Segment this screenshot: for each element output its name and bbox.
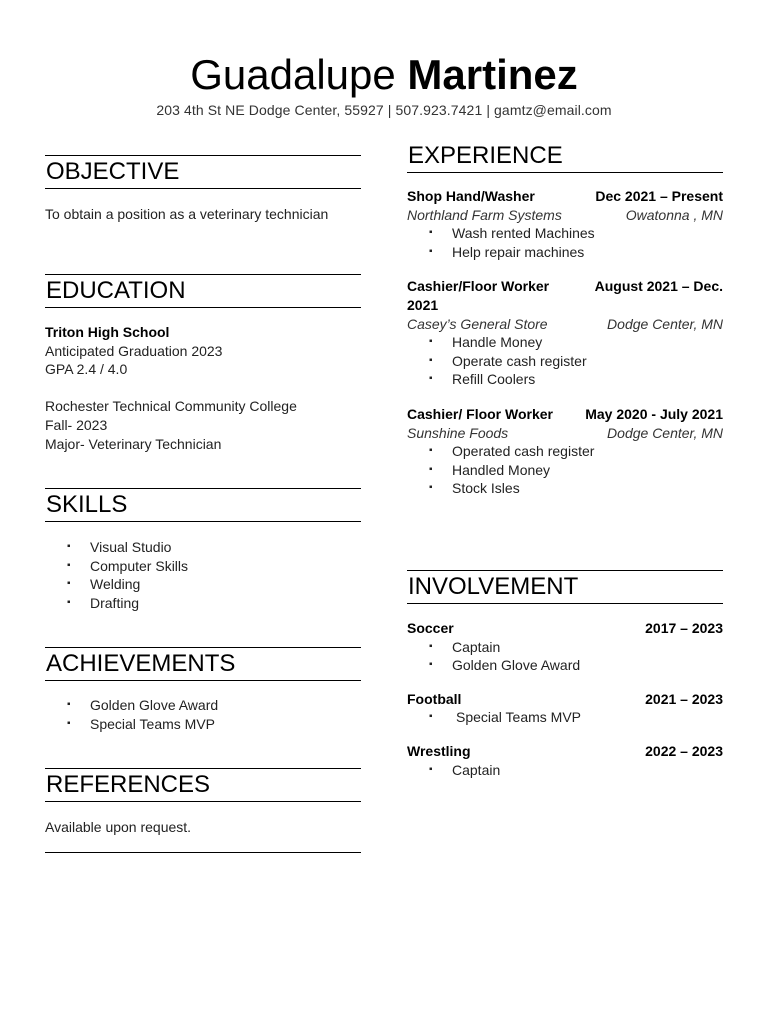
references-text: Available upon request. [45, 819, 192, 835]
list-item: ▪ Special Teams MVP [45, 715, 361, 734]
school-detail: GPA 2.4 / 4.0 [45, 361, 128, 378]
objective-text: To obtain a position as a veterinary technician [45, 206, 329, 222]
list-item: ▪ Welding [45, 575, 361, 594]
college-detail: Major- Veterinary Technician [45, 435, 222, 452]
skills-section [45, 488, 361, 612]
job-title: Cashier/Floor Worker [407, 278, 550, 295]
list-item: ▪ Captain [407, 761, 723, 780]
job-dates: August 2021 – Dec. [594, 278, 723, 295]
achievements-section [45, 647, 361, 733]
experience-heading: EXPERIENCE [407, 140, 723, 173]
list-item: ▪ Operated cash register [407, 442, 723, 461]
activity-list [407, 638, 723, 675]
job-title-continued: 2021 [407, 296, 439, 313]
list-item: ▪ Golden Glove Award [45, 696, 361, 715]
activity-name: Wrestling [407, 742, 471, 759]
job-entry [407, 277, 723, 389]
list-item: ▪ Wash rented Machines [407, 224, 723, 243]
achievements-list [45, 696, 361, 733]
candidate-name [0, 50, 768, 100]
objective-section [45, 155, 361, 224]
school-name: Triton High School [45, 324, 170, 340]
college-name: Rochester Technical Community College [45, 398, 297, 415]
job-dates: May 2020 - July 2021 [585, 405, 723, 422]
resume-header [0, 50, 768, 118]
experience-section [407, 140, 723, 498]
job-company: Sunshine Foods [407, 424, 509, 441]
job-location: Owatonna , MN [625, 206, 723, 223]
job-entry [407, 405, 723, 498]
job-company: Northland Farm Systems [407, 206, 562, 223]
activity-years: 2017 – 2023 [645, 620, 723, 636]
list-item: ▪ Drafting [45, 594, 361, 613]
job-title: Cashier/ Floor Worker [407, 405, 554, 422]
skills-list [45, 538, 361, 612]
activity-list [407, 761, 723, 780]
activity-years: 2021 – 2023 [645, 690, 723, 707]
achievements-heading: ACHIEVEMENTS [45, 647, 361, 681]
references-heading: REFERENCES [45, 768, 361, 802]
activity-name: Soccer [407, 620, 454, 636]
contact-line: 203 4th St NE Dodge Center, 55927 | 507.923.7421 | gamtz@email.com [156, 102, 612, 118]
activity-entry [407, 619, 723, 675]
activity-name: Football [407, 690, 462, 707]
college-detail: Fall- 2023 [45, 416, 108, 433]
list-item: ▪ Captain [407, 638, 723, 657]
list-item: ▪ Golden Glove Award [407, 656, 723, 675]
list-item: ▪ Help repair machines [407, 243, 723, 262]
list-item: ▪ Visual Studio [45, 538, 361, 557]
job-duties [407, 442, 723, 498]
last-name: Martinez [407, 51, 578, 98]
job-company: Casey’s General Store [407, 315, 548, 332]
job-duties [407, 333, 723, 389]
list-item: ▪ Handled Money [407, 461, 723, 480]
involvement-section [407, 570, 723, 779]
job-title: Shop Hand/Washer [407, 188, 535, 204]
list-item: ▪ Refill Coolers [407, 370, 723, 389]
list-item: ▪ Handle Money [407, 333, 723, 352]
school-detail: Anticipated Graduation 2023 [45, 342, 223, 359]
job-dates: Dec 2021 – Present [595, 188, 723, 204]
list-item: ▪ Special Teams MVP [407, 708, 723, 727]
activity-entry [407, 690, 723, 727]
objective-heading: OBJECTIVE [45, 155, 361, 189]
first-name: Guadalupe [190, 51, 396, 98]
list-item: ▪ Operate cash register [407, 352, 723, 371]
activity-entry [407, 742, 723, 779]
bottom-divider [45, 852, 361, 853]
activity-years: 2022 – 2023 [645, 742, 723, 759]
job-location: Dodge Center, MN [607, 315, 723, 332]
education-section [45, 274, 361, 453]
job-duties [407, 224, 723, 261]
references-section [45, 768, 361, 837]
job-entry [407, 187, 723, 261]
job-location: Dodge Center, MN [607, 424, 723, 441]
activity-list [407, 708, 723, 727]
list-item: ▪ Stock Isles [407, 479, 723, 498]
education-heading: EDUCATION [45, 274, 361, 308]
list-item: ▪ Computer Skills [45, 557, 361, 576]
involvement-heading: INVOLVEMENT [407, 570, 723, 604]
skills-heading: SKILLS [45, 488, 361, 522]
